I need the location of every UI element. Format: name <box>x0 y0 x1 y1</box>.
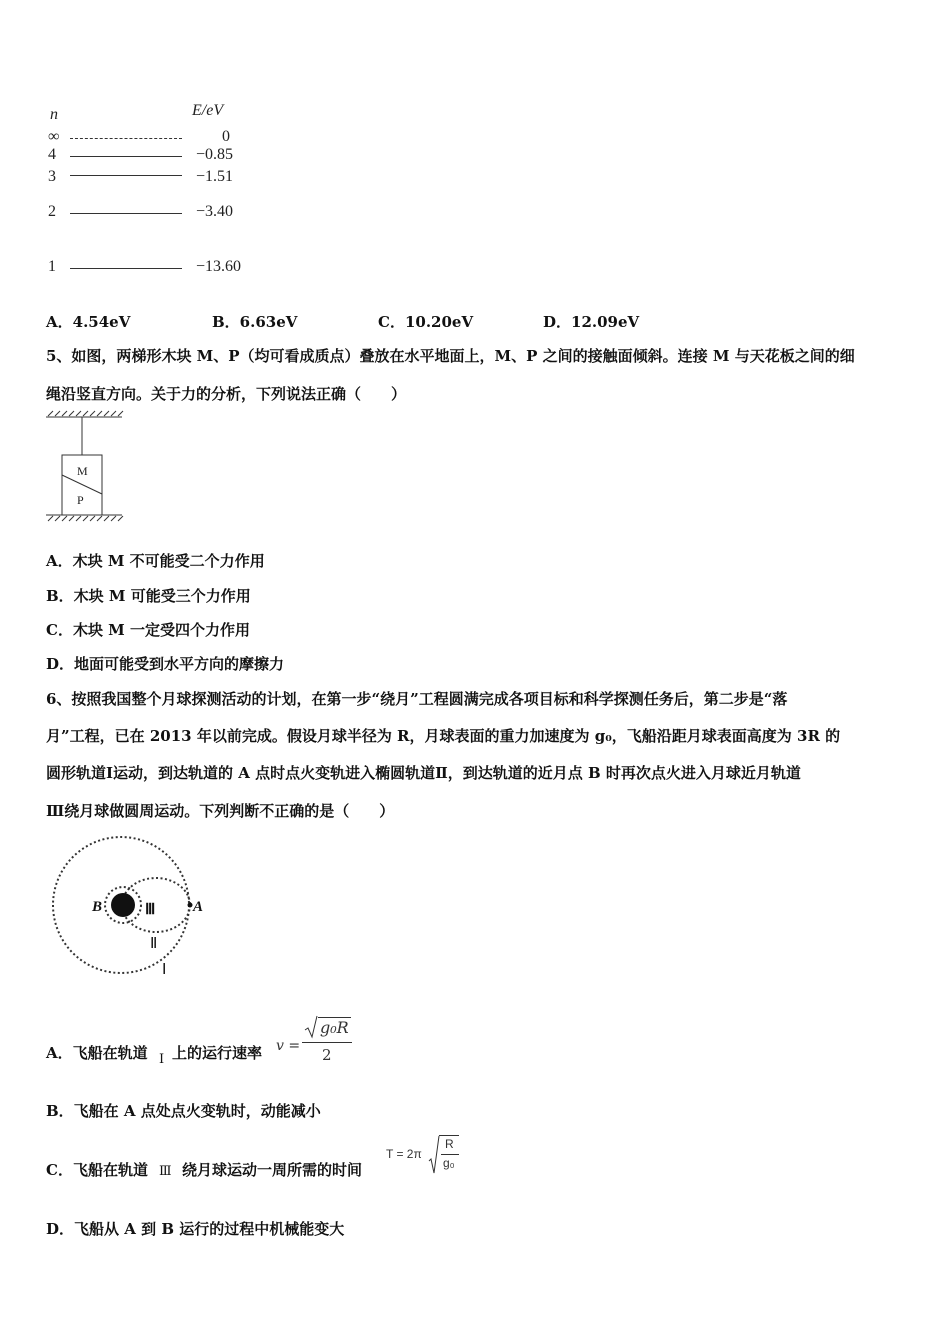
q6-option-a-orbit-sub: Ⅰ <box>159 1052 165 1067</box>
q4-option-a: A．4.54eV <box>46 313 131 331</box>
energy-level-diagram <box>40 100 270 285</box>
q6-option-c-orbit-sub: Ⅲ <box>159 1164 172 1179</box>
q5-stem-line-2: 绳沿竖直方向。关于力的分析，下列说法正确（ ） <box>46 385 407 403</box>
q5-figure <box>40 408 130 526</box>
level-e-2: −3.40 <box>196 203 234 220</box>
q4-option-c: C．10.20eV <box>378 313 474 331</box>
level-e-4: −0.85 <box>196 146 234 163</box>
level-n-inf: ∞ <box>48 128 60 145</box>
level-line-4 <box>70 156 182 157</box>
q6-option-d: D．飞船从 A 到 B 运行的过程中机械能变大 <box>46 1220 345 1238</box>
n-axis-header: n <box>50 106 58 123</box>
q5-option-b: B．木块 M 可能受三个力作用 <box>46 587 251 605</box>
q4-option-b: B．6.63eV <box>212 313 298 331</box>
block-m-label: M <box>77 464 88 478</box>
level-n-3: 3 <box>48 168 56 185</box>
q6-option-c-formula-lhs: T = 2π <box>386 1147 422 1161</box>
level-n-2: 2 <box>48 203 56 220</box>
q5-option-a: A．木块 M 不可能受二个力作用 <box>46 552 265 570</box>
q5-stem-line-1: 5、如图，两梯形木块 M、P（均可看成质点）叠放在水平地面上，M、P 之间的接触面倾斜。连接 M 与天花板之间的细 <box>46 347 855 365</box>
q6-option-a <box>46 1013 466 1073</box>
q6-stem-line-4: Ⅲ绕月球做圆周运动。下列判断不正确的是（ ） <box>46 802 395 820</box>
q6-option-a-prefix: A．飞船在轨道 <box>46 1044 148 1062</box>
point-a-label: A <box>193 899 204 915</box>
q4-option-d: D．12.09eV <box>543 313 640 331</box>
moon <box>111 893 135 917</box>
level-e-3: −1.51 <box>196 168 234 185</box>
q6-option-a-formula-num: g₀R <box>320 1018 349 1037</box>
q6-option-a-formula-den: 2 <box>322 1046 332 1064</box>
orbit-1-label: Ⅰ <box>162 962 167 978</box>
sqrt-sign <box>428 1135 440 1175</box>
fraction-bar <box>302 1042 352 1043</box>
q6-option-c-formula-num: R <box>445 1137 454 1151</box>
level-n-1: 1 <box>48 258 56 275</box>
fraction-bar <box>441 1154 459 1155</box>
level-n-4: 4 <box>48 146 56 163</box>
q6-stem-line-3: 圆形轨道Ⅰ运动，到达轨道的 A 点时点火变轨进入椭圆轨道Ⅱ，到达轨道的近月点 B 时再次点火进入月球近月轨道 <box>46 764 801 782</box>
fraction-bar <box>439 1135 459 1136</box>
q6-option-c-formula-den: g₀ <box>443 1156 455 1170</box>
orbit-2-label: Ⅱ <box>150 936 158 952</box>
q6-option-c-prefix: C．飞船在轨道 <box>46 1161 148 1179</box>
q5-option-d: D．地面可能受到水平方向的摩擦力 <box>46 655 285 673</box>
orbit-figure <box>50 830 210 980</box>
q6-stem-line-1: 6、按照我国整个月球探测活动的计划，在第一步“绕月”工程圆满完成各项目标和科学探测任务后，第二步是“落 <box>46 690 788 708</box>
sqrt-sign <box>304 1015 318 1039</box>
q6-option-a-suffix: 上的运行速率 <box>172 1044 263 1062</box>
q6-option-c-suffix: 绕月球运动一周所需的时间 <box>182 1161 363 1179</box>
point-a-marker <box>188 903 193 908</box>
point-b-label: B <box>92 899 103 915</box>
level-line-3 <box>70 175 182 176</box>
orbit-3-label: Ⅲ <box>145 902 156 918</box>
energy-axis-header: E/eV <box>192 102 224 119</box>
level-line-2 <box>70 213 182 214</box>
ceiling <box>46 411 123 417</box>
level-e-inf: 0 <box>222 128 230 145</box>
level-e-1: −13.60 <box>196 258 242 275</box>
ground <box>46 515 123 521</box>
level-line-inf <box>70 138 182 139</box>
q6-option-a-formula-lhs: v = <box>276 1038 301 1054</box>
q6-option-b: B．飞船在 A 点处点火变轨时，动能减小 <box>46 1102 321 1120</box>
block-p-label: P <box>77 493 84 507</box>
q6-stem-line-2: 月”工程，已在 2013 年以前完成。假设月球半径为 R，月球表面的重力加速度为 g₀，飞船沿距月球表面高度为 3R 的 <box>46 727 841 745</box>
q5-option-c: C．木块 M 一定受四个力作用 <box>46 621 250 639</box>
level-line-1 <box>70 268 182 269</box>
q6-option-c <box>46 1133 506 1183</box>
